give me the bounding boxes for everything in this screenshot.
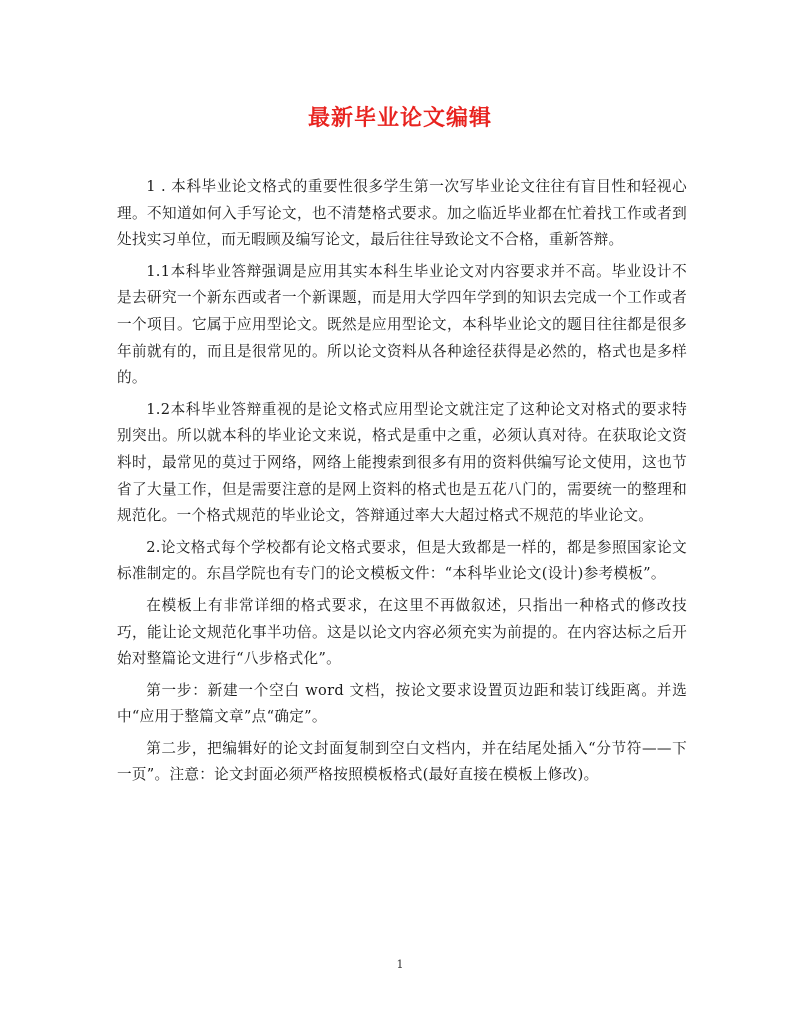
document-title: 最新毕业论文编辑 [307, 105, 492, 131]
paragraph-1: 1 . 本科毕业论文格式的重要性很多学生第一次写毕业论文往往有盲目性和轻视心理。不知道如何入手写论文，也不清楚格式要求。加之临近毕业都在忙着找工作或者到处找实习单位，而无暇顾及编写论文，最后往往导致论文不合格，重新答辩。 [117, 178, 687, 249]
page-number: 1 [396, 958, 404, 971]
paragraph-step-1: 第一步：新建一个空白 word 文档，按论文要求设置页边距和装订线距离。并选中“应用于整篇文章”点“确定”。 [117, 681, 687, 726]
paragraph-template-tips: 在模板上有非常详细的格式要求，在这里不再做叙述，只指出一种格式的修改技巧，能让论文规范化事半功倍。这是以论文内容必须充实为前提的。在内容达标之后开始对整篇论文进行“八步格式化”。 [117, 596, 687, 668]
document-body [117, 174, 687, 794]
paragraph-step-2: 第二步，把编辑好的论文封面复制到空白文档内，并在结尾处插入“分节符——下一页”。注意：论文封面必须严格按照模板格式(最好直接在模板上修改)。 [117, 739, 687, 784]
paragraph-2: 2.论文格式每个学校都有论文格式要求，但是大致都是一样的，都是参照国家论文标准制定的。东昌学院也有专门的论文模板文件：“本科毕业论文(设计)参考模板”。 [117, 538, 687, 583]
paragraph-1-2: 1.2本科毕业答辩重视的是论文格式应用型论文就注定了这种论文对格式的要求特别突出。所以就本科的毕业论文来说，格式是重中之重，必须认真对待。在获取论文资料时，最常见的莫过于网络，网络上能搜索到很多有用的资料供编写论文使用，这也节省了大量工作，但是需要注意的是网上资料的格式也是五花八门的，需要统一的整理和规范化。一个格式规范的毕业论文，答辩通过率大大超过格式不规范的毕业论文。 [117, 400, 687, 525]
paragraph-1-1: 1.1本科毕业答辩强调是应用其实本科生毕业论文对内容要求并不高。毕业设计不是去研究一个新东西或者一个新课题，而是用大学四年学到的知识去完成一个工作或者一个项目。它属于应用型论文。既然是应用型论文，本科毕业论文的题目往往都是很多年前就有的，而且是很常见的。所以论文资料从各种途径获得是必然的，格式也是多样的。 [117, 262, 687, 387]
